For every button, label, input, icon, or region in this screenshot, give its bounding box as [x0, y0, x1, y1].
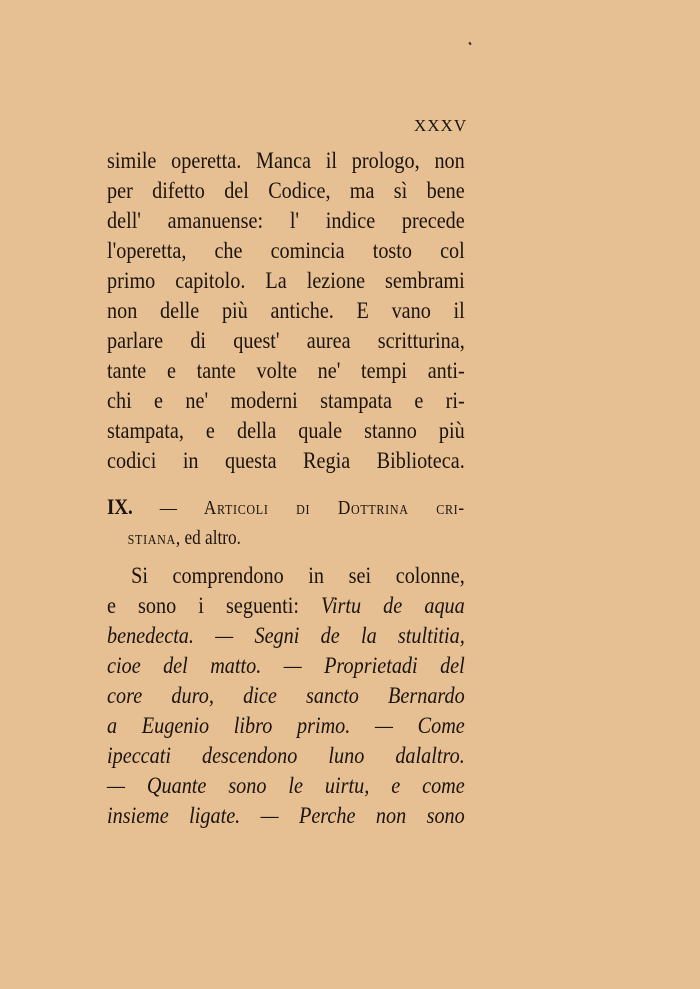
- text-line: tante e tante volte ne' tempi anti-: [107, 358, 465, 384]
- text-line: — Quante sono le uirtu, e come: [107, 773, 465, 799]
- text-line: a Eugenio libro primo. — Come: [107, 713, 465, 739]
- text-span: e sono i seguenti:: [107, 593, 322, 619]
- text-line: [107, 591, 465, 621]
- ink-speck: [468, 42, 471, 46]
- text-line: primo capitolo. La lezione sembrami: [107, 268, 465, 294]
- text-line: core duro, dice sancto Bernardo: [107, 683, 465, 709]
- text-line: dell' amanuense: l' indice precede: [107, 208, 465, 234]
- text-line: codici in questa Regia Biblioteca.: [107, 448, 465, 474]
- paragraph-1: [107, 146, 465, 476]
- text-line: cioe del matto. — Proprietadi del: [107, 653, 465, 679]
- section-title-continued: stiana: [127, 527, 176, 549]
- text-line: per difetto del Codice, ma sì bene: [107, 178, 465, 204]
- section-title-suffix: , ed altro.: [175, 527, 241, 549]
- text-line: parlare di quest' aurea scritturina,: [107, 328, 465, 354]
- section-number: IX.: [107, 494, 133, 519]
- section-heading: [107, 492, 465, 553]
- text-line: ipeccati descendono luno dalaltro.: [107, 743, 465, 769]
- section-title: Articoli di Dottrina cri-: [203, 497, 465, 519]
- page-number: XXXV: [414, 116, 468, 135]
- heading-dash: —: [159, 497, 177, 519]
- text-line: stampata, e della quale stanno più: [107, 418, 465, 444]
- text-line: insieme ligate. — Perche non sono: [107, 803, 465, 829]
- paragraph-2: [107, 561, 465, 831]
- italic-span: Virtu de aqua: [321, 593, 465, 619]
- text-line: simile operetta. Manca il prologo, non: [107, 148, 465, 174]
- text-line: [107, 561, 465, 591]
- heading-line-2: [107, 523, 465, 553]
- text-span: Si comprendono in sei colonne,: [131, 563, 465, 589]
- heading-line-1: [107, 492, 465, 523]
- text-line: l'operetta, che comincia tosto col: [107, 238, 465, 264]
- text-line: chi e ne' moderni stampata e ri-: [107, 388, 465, 414]
- text-line: benedecta. — Segni de la stultitia,: [107, 623, 465, 649]
- text-line: non delle più antiche. E vano il: [107, 298, 465, 324]
